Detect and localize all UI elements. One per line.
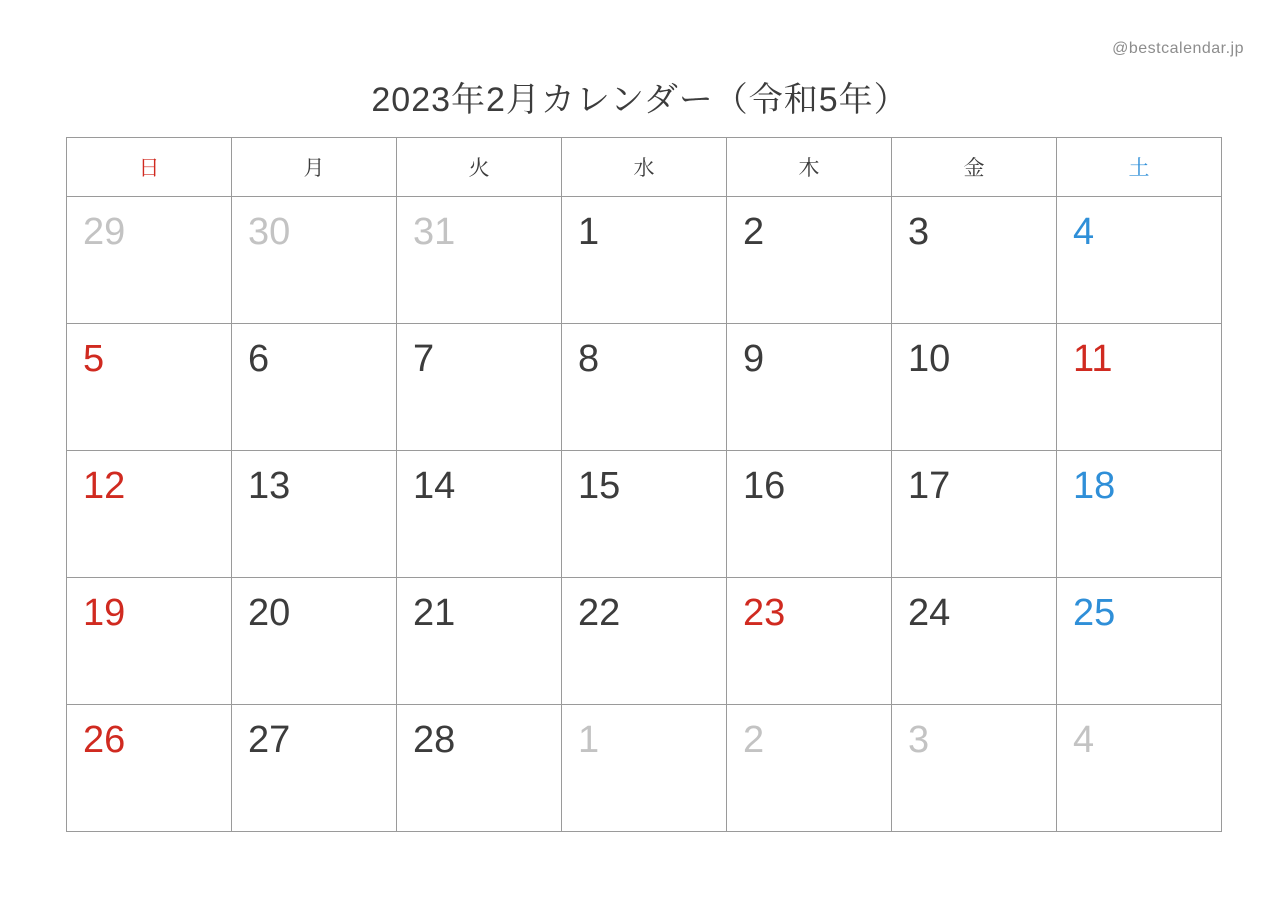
day-number: 31 [413, 211, 456, 253]
calendar-day-cell [892, 705, 1057, 832]
calendar-day-cell [397, 197, 562, 324]
day-number: 19 [83, 592, 126, 634]
day-number: 26 [83, 719, 126, 761]
day-number: 4 [1073, 719, 1095, 761]
calendar-day-cell [1057, 324, 1222, 451]
weekday-header-thu: 木 [727, 138, 892, 197]
calendar-body [67, 197, 1222, 832]
calendar-day-cell [727, 324, 892, 451]
day-number: 21 [413, 592, 456, 634]
calendar-day-cell [892, 197, 1057, 324]
calendar-day-cell [232, 578, 397, 705]
day-number: 16 [743, 465, 786, 507]
calendar-day-cell [1057, 705, 1222, 832]
day-number: 11 [1073, 338, 1113, 380]
calendar-day-cell [562, 324, 727, 451]
day-number: 10 [908, 338, 951, 380]
calendar-day-cell [67, 705, 232, 832]
calendar-day-cell [727, 197, 892, 324]
calendar-day-cell [67, 578, 232, 705]
calendar-day-cell [892, 324, 1057, 451]
calendar-day-cell [232, 705, 397, 832]
day-number: 12 [83, 465, 126, 507]
day-number: 2 [743, 719, 765, 761]
weekday-header-sun: 日 [67, 138, 232, 197]
day-number: 18 [1073, 465, 1116, 507]
calendar-day-cell [1057, 451, 1222, 578]
page-title: 2023年2月カレンダー（令和5年） [371, 81, 909, 119]
day-number: 23 [743, 592, 786, 634]
calendar-table [66, 137, 1222, 832]
calendar-week-row [67, 451, 1222, 578]
weekday-header-wed: 水 [562, 138, 727, 197]
day-number: 15 [578, 465, 621, 507]
calendar-day-cell [562, 578, 727, 705]
calendar-header [67, 138, 1222, 197]
calendar-day-cell [67, 324, 232, 451]
day-number: 24 [908, 592, 951, 634]
calendar-week-row [67, 324, 1222, 451]
day-number: 4 [1073, 211, 1095, 253]
day-number: 30 [248, 211, 291, 253]
weekday-header-sat: 土 [1057, 138, 1222, 197]
day-number: 13 [248, 465, 291, 507]
day-number: 7 [413, 338, 435, 380]
day-number: 22 [578, 592, 621, 634]
day-number: 28 [413, 719, 456, 761]
day-number: 5 [83, 338, 105, 380]
day-number: 1 [578, 211, 600, 253]
calendar-day-cell [232, 324, 397, 451]
calendar-week-row [67, 197, 1222, 324]
calendar-container [66, 137, 1214, 832]
day-number: 20 [248, 592, 291, 634]
weekday-header-mon: 月 [232, 138, 397, 197]
calendar-day-cell [1057, 197, 1222, 324]
calendar-day-cell [397, 578, 562, 705]
calendar-day-cell [892, 578, 1057, 705]
calendar-day-cell [562, 705, 727, 832]
calendar-day-cell [727, 705, 892, 832]
day-number: 8 [578, 338, 600, 380]
day-number: 2 [743, 211, 765, 253]
calendar-day-cell [562, 451, 727, 578]
calendar-day-cell [892, 451, 1057, 578]
calendar-day-cell [232, 451, 397, 578]
calendar-week-row [67, 578, 1222, 705]
calendar-day-cell [67, 451, 232, 578]
calendar-day-cell [397, 324, 562, 451]
day-number: 25 [1073, 592, 1116, 634]
day-number: 29 [83, 211, 126, 253]
calendar-day-cell [232, 197, 397, 324]
site-watermark: @bestcalendar.jp [1112, 40, 1244, 57]
calendar-day-cell [727, 578, 892, 705]
day-number: 14 [413, 465, 456, 507]
day-number: 3 [908, 211, 930, 253]
weekday-header-tue: 火 [397, 138, 562, 197]
weekday-header-row [67, 138, 1222, 197]
calendar-day-cell [727, 451, 892, 578]
calendar-day-cell [562, 197, 727, 324]
calendar-day-cell [67, 197, 232, 324]
calendar-day-cell [1057, 578, 1222, 705]
day-number: 3 [908, 719, 930, 761]
weekday-header-fri: 金 [892, 138, 1057, 197]
day-number: 27 [248, 719, 291, 761]
calendar-day-cell [397, 451, 562, 578]
day-number: 1 [578, 719, 600, 761]
day-number: 6 [248, 338, 270, 380]
calendar-week-row [67, 705, 1222, 832]
calendar-day-cell [397, 705, 562, 832]
day-number: 9 [743, 338, 765, 380]
day-number: 17 [908, 465, 951, 507]
